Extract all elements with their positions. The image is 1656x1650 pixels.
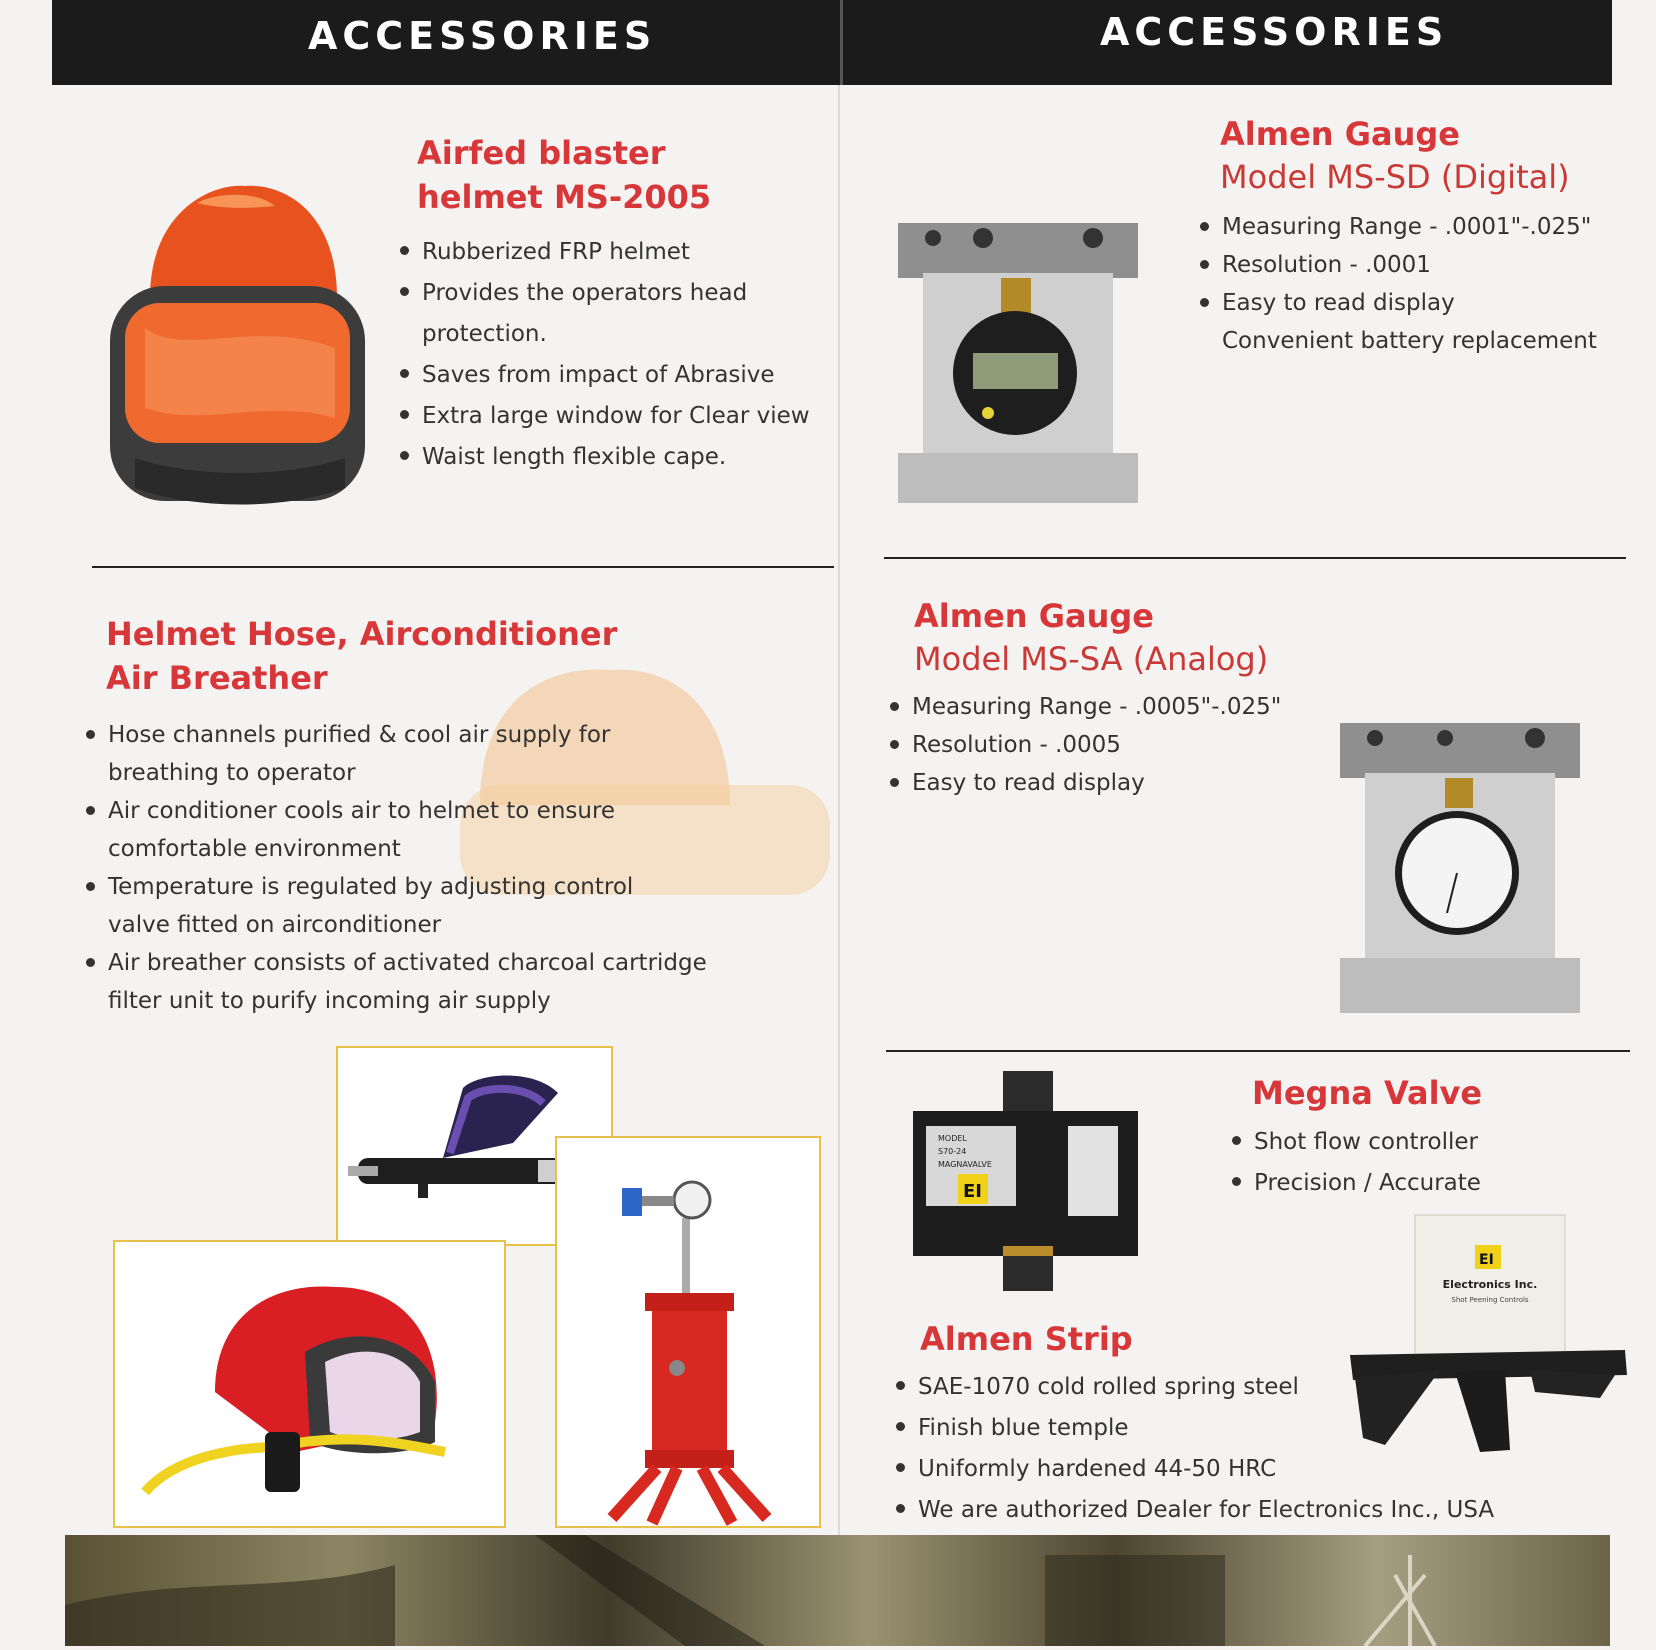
- helmet-feature-5: Waist length flexible cape.: [400, 437, 840, 478]
- gauge-digital-feature-3: Easy to read display: [1200, 284, 1620, 322]
- hose-title-line2: Air Breather: [106, 659, 328, 697]
- valve-feature-1: Shot flow controller: [1232, 1122, 1592, 1163]
- gauge-digital-feature-2: Resolution - .0001: [1200, 246, 1620, 284]
- helmet-feature-4: Extra large window for Clear view: [400, 396, 840, 437]
- hose-feature-4: Air breather consists of activated charcoal cartridge filter unit to purify incoming air supply: [86, 944, 748, 1020]
- strip-feature-4: We are authorized Dealer for Electronics Inc., USA: [896, 1490, 1616, 1531]
- analog-gauge-image: [1335, 713, 1585, 1018]
- hose-feature-list: [86, 716, 786, 1020]
- valve-feature-list: [1232, 1122, 1592, 1204]
- strip-feature-1: SAE-1070 cold rolled spring steel: [896, 1367, 1616, 1408]
- valve-label-type: S70-24: [938, 1147, 967, 1156]
- strip-box-logo: EI: [1479, 1252, 1494, 1268]
- section-divider-right-1: [884, 557, 1626, 559]
- helmet-feature-2: Provides the operators head protection.: [400, 273, 782, 355]
- helmet-title-line1: Airfed blaster: [417, 134, 666, 172]
- strip-feature-list: [896, 1367, 1616, 1531]
- hose-title-line1: Helmet Hose, Airconditioner: [106, 615, 618, 653]
- airfed-helmet-photo-frame: [113, 1240, 506, 1528]
- gauge-digital-title: Almen Gauge: [1220, 115, 1460, 153]
- header-divider: [840, 0, 843, 85]
- valve-label-name: MAGNAVALVE: [938, 1160, 992, 1169]
- header-title-left: ACCESSORIES: [308, 14, 657, 58]
- gauge-digital-feature-1: Measuring Range - .0001"-.025": [1200, 208, 1620, 246]
- helmet-title-line2: helmet MS-2005: [417, 178, 712, 216]
- gauge-analog-title: Almen Gauge: [914, 597, 1154, 635]
- section-divider-right-2: [886, 1050, 1630, 1052]
- industrial-footer-image: [65, 1535, 1610, 1646]
- digital-gauge-image: [893, 213, 1143, 508]
- valve-label-model: MODEL: [938, 1134, 967, 1143]
- gauge-digital-feature-4: Convenient battery replacement: [1222, 328, 1597, 354]
- gauge-analog-subtitle: Model MS-SA (Analog): [914, 640, 1269, 678]
- helmet-feature-list: [400, 232, 840, 478]
- valve-feature-2: Precision / Accurate: [1232, 1163, 1592, 1204]
- gauge-digital-feature-list: [1200, 208, 1620, 360]
- strip-feature-3: Uniformly hardened 44-50 HRC: [896, 1449, 1616, 1490]
- gauge-analog-feature-1: Measuring Range - .0005"-.025": [890, 688, 1310, 726]
- helmet-feature-3: Saves from impact of Abrasive: [400, 355, 840, 396]
- valve-title: Megna Valve: [1252, 1074, 1483, 1112]
- air-breather-image: [557, 1138, 819, 1526]
- airfed-helmet-image: [115, 1242, 504, 1526]
- gauge-analog-feature-3: Easy to read display: [890, 764, 1310, 802]
- gauge-analog-feature-2: Resolution - .0005: [890, 726, 1310, 764]
- helmet-feature-1: Rubberized FRP helmet: [400, 232, 840, 273]
- hose-feature-2: Air conditioner cools air to helmet to ensure comfortable environment: [86, 792, 668, 868]
- hose-feature-1: Hose channels purified & cool air supply for breathing to operator: [86, 716, 628, 792]
- magna-valve-image: [908, 1066, 1158, 1296]
- helmet-image: [105, 178, 375, 513]
- gauge-digital-subtitle: Model MS-SD (Digital): [1220, 158, 1570, 196]
- strip-title: Almen Strip: [920, 1320, 1133, 1358]
- strip-box-tagline: Shot Peening Controls: [1451, 1296, 1529, 1304]
- hose-feature-3: Temperature is regulated by adjusting control valve fitted on airconditioner: [86, 868, 688, 944]
- air-breather-photo-frame: [555, 1136, 821, 1528]
- gauge-analog-feature-list: [890, 688, 1310, 802]
- section-divider-left: [92, 566, 834, 568]
- strip-feature-2: Finish blue temple: [896, 1408, 1616, 1449]
- valve-logo: EI: [963, 1181, 982, 1202]
- strip-box-company: Electronics Inc.: [1442, 1278, 1538, 1291]
- header-title-right: ACCESSORIES: [1100, 10, 1449, 54]
